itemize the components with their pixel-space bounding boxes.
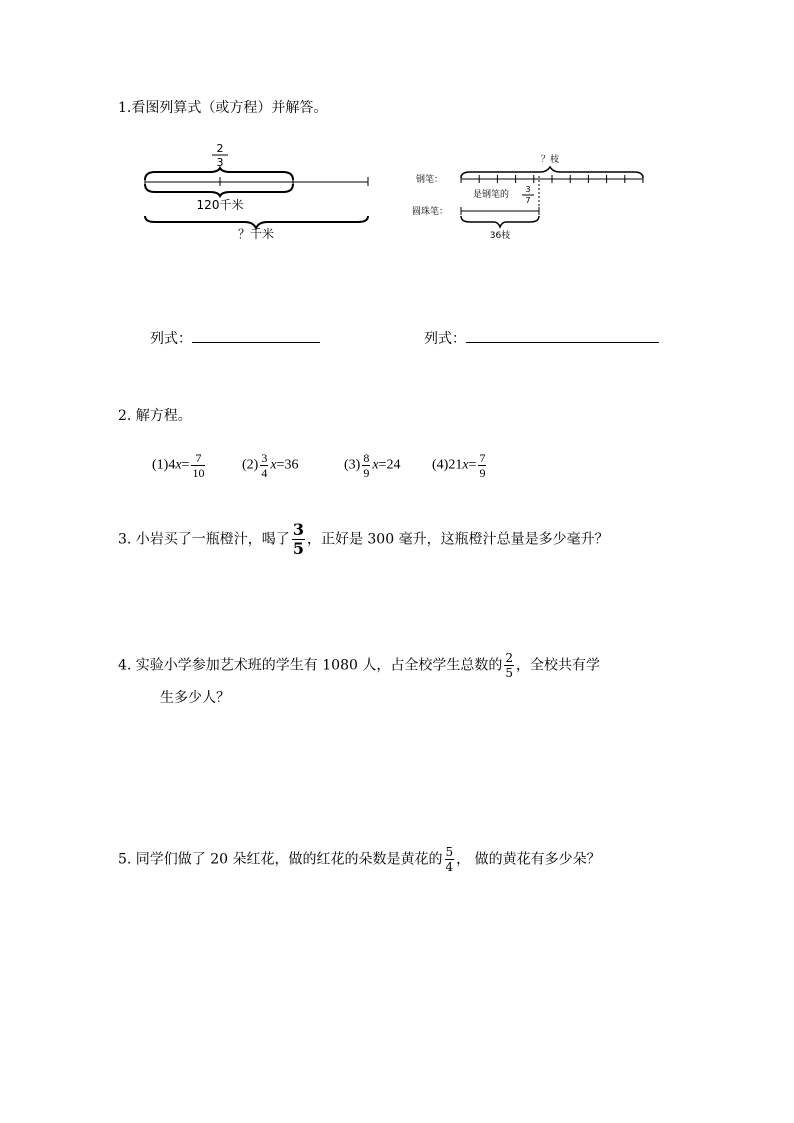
eq2-rest: =36 [276,457,299,473]
q3-before: 3. 小岩买了一瓶橙汁，喝了 [118,531,290,548]
eq2-num: 3 [261,451,268,465]
diagram1-bottom-label: 120千米 [196,198,244,212]
eq2-den: 4 [261,466,268,480]
q2-title: 2. 解方程。 [118,408,192,424]
diagram-pens [408,148,658,243]
q4-text [118,652,600,679]
q3-num: 3 [292,520,304,539]
eq4-num: 7 [479,451,486,465]
answer-blank-left[interactable] [192,328,320,343]
answer-row-right [424,328,659,349]
eq1-fraction [191,452,205,479]
q5-after: ， 做的黄花有多少朵？ [456,851,601,868]
diagram2-bottom-brace [461,216,539,227]
q4-den: 5 [505,666,513,680]
diagram2-top-label: ？枝 [540,155,560,165]
q1-title: 1.看图列算式（或方程）并解答。 [118,100,328,116]
q3-after: ，正好是 300 毫升，这瓶橙汁总量是多少毫升？ [306,531,609,548]
eq4-op: = [468,457,477,473]
diagram1-top-brace [145,168,293,180]
eq1-var: x [175,457,182,473]
eq1-num: 7 [191,452,205,466]
eq1-op: = [181,457,190,473]
eq2-var: x [270,457,277,473]
eq3-fraction [362,452,370,479]
eq1-prefix: (1)4 [152,457,176,473]
equation-2 [242,452,298,479]
eq4-prefix: (4)21 [432,457,463,473]
eq3-var: x [372,457,379,473]
diagram1-frac-den: 3 [216,156,224,169]
q5-fraction [445,846,455,873]
eq1-den: 10 [192,466,205,480]
q3-den: 5 [292,539,304,558]
q4-fraction [504,652,514,679]
eq2-fraction [260,452,268,479]
diagram2-frac-den: 7 [525,196,531,205]
eq2-prefix: (2) [242,457,259,473]
diagram2-row2-label: 圆珠笔： [412,207,449,217]
q5-num: 5 [445,845,454,859]
diagram2-inner-label: 是钢笔的 [473,190,510,200]
diagram2-bottom-label: 36枝 [489,231,511,241]
diagram2-frac-num: 3 [525,185,531,194]
answer-row-left [150,328,320,349]
eq4-var: x [462,457,469,473]
q3-text [118,522,609,557]
q5-before: 5. 同学们做了 20 朵红花，做的红花的朵数是黄花的 [118,851,443,868]
eq3-prefix: (3) [344,457,361,473]
diagram1-total-label: ？千米 [237,227,275,241]
equation-3 [344,452,400,479]
answer-blank-right[interactable] [466,328,659,343]
equation-1 [152,452,207,479]
q5-text [118,846,601,873]
q3-fraction [292,522,305,557]
eq4-fraction [478,452,486,479]
eq3-num: 8 [363,451,370,465]
q5-den: 4 [445,860,454,874]
diagram1-frac-num: 2 [216,142,224,155]
eq3-den: 9 [363,466,370,480]
q4-num: 2 [505,651,513,665]
q4-before: 4. 实验小学参加艺术班的学生有 1080 人，占全校学生总数的 [118,657,503,674]
diagram-distance [140,140,380,245]
diagram1-bottom-brace [145,184,293,196]
q4-after: ，全校共有学 [515,657,600,674]
answer-label-left: 列式： [150,331,192,347]
eq3-rest: =24 [378,457,401,473]
eq4-den: 9 [479,466,486,480]
q4-line2: 生多少人？ [160,690,230,706]
equation-4 [432,452,488,479]
answer-label-right: 列式： [424,331,466,347]
diagram2-row1-label: 钢笔： [416,175,444,185]
